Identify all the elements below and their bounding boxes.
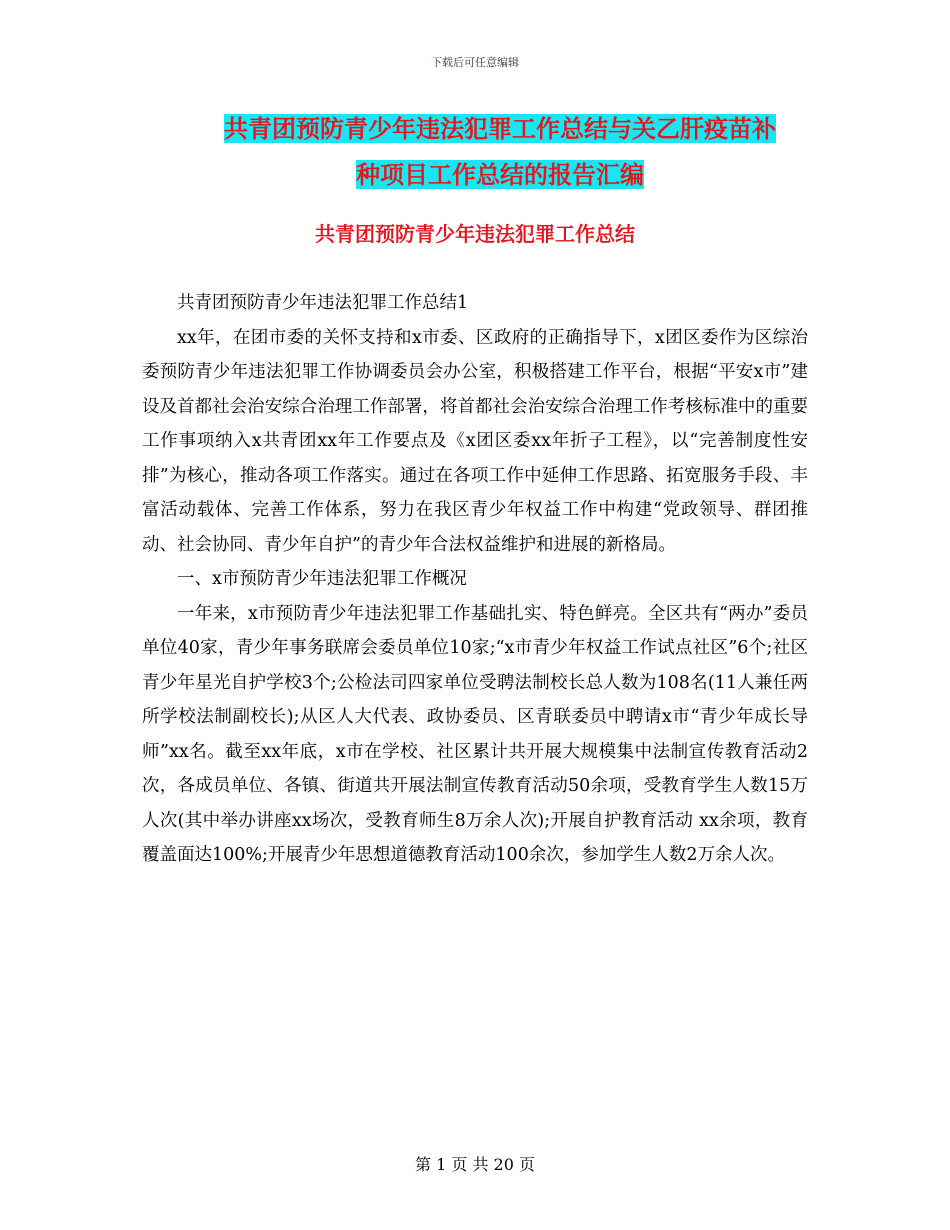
document-title-line-1: 共青团预防青少年违法犯罪工作总结与关乙肝疫苗补 bbox=[224, 114, 776, 143]
paragraph: xx年，在团市委的关怀支持和x市委、区政府的正确指导下，x团区委作为区综治委预防青少年违法犯罪工作协调委员会办公室，积极搭建工作平台，根据“平安x市”建设及首都社会治安综合治理工作部署，将首都社会治安综合治理工作考核标准中的重要工作事项纳入x共青团xx年工作要点及《x团区委xx年折子工程》，以“完善制度性安排”为核心，推动各项工作落实。通过在各项工作中延伸工作思路、拓宽服务手段、丰富活动载体、完善工作体系，努力在我区青少年权益工作中构建“党政领导、群团推动、社会协同、青少年自护”的青少年合法权益维护和进展的新格局。 bbox=[142, 327, 808, 555]
document-title bbox=[140, 106, 860, 198]
header-note: 下载后可任意编辑 bbox=[431, 56, 519, 69]
paragraph: 一、x市预防青少年违法犯罪工作概况 bbox=[177, 569, 467, 589]
paragraph: 一年来，x市预防青少年违法犯罪工作基础扎实、特色鲜亮。全区共有“两办”委员单位40家，青少年事务联席会委员单位10家;“x市青少年权益工作试点社区”6个;社区青少年星光自护学校3个;公检法司四家单位受聘法制校长总人数为108名(11人兼任两所学校法制副校长);从区人大代表、政协委员、区青联委员中聘请x市“青少年成长导师”xx名。截至xx年底，x市在学校、社区累计共开展大规模集中法制宣传教育活动2次，各成员单位、各镇、街道共开展法制宣传教育活动50余项，受教育学生人数15万人次(其中举办讲座xx场次，受教育师生8万余人次);开展自护教育活动 xx余项，教育覆盖面达100%;开展青少年思想道德教育活动100余次，参加学生人数2万余人次。 bbox=[142, 603, 808, 865]
paragraph: 共青团预防青少年违法犯罪工作总结1 bbox=[177, 293, 469, 313]
page-footer: 第 1 页 共 20 页 bbox=[415, 1155, 535, 1174]
section-title: 共青团预防青少年违法犯罪工作总结 bbox=[315, 222, 635, 246]
body-text bbox=[142, 286, 808, 873]
document-title-line-2: 种项目工作总结的报告汇编 bbox=[356, 160, 644, 189]
